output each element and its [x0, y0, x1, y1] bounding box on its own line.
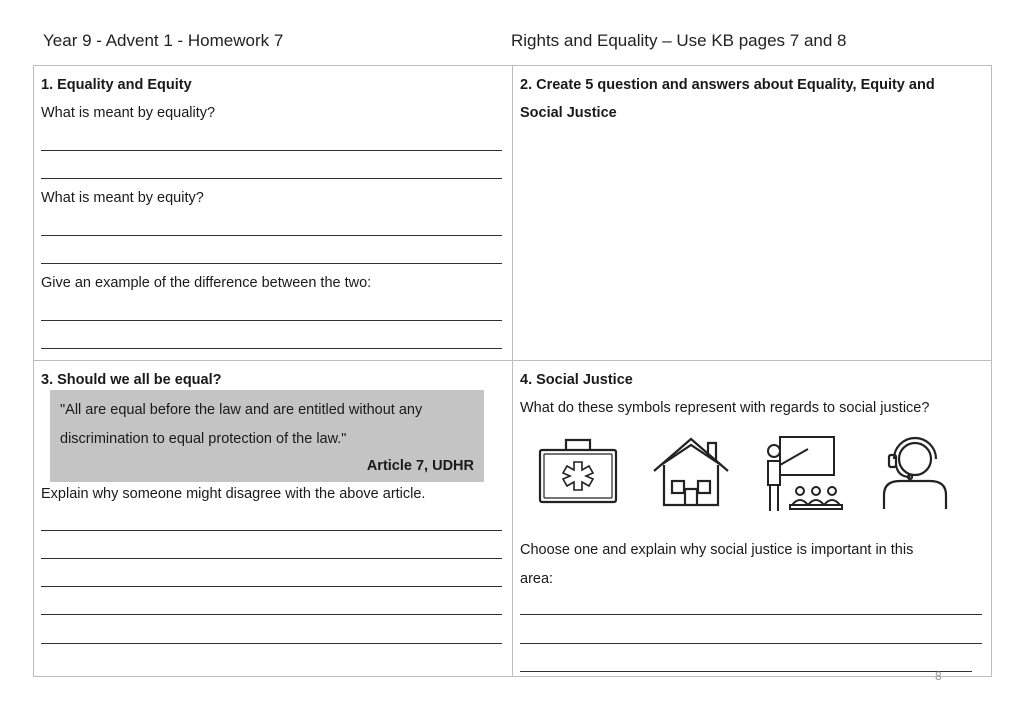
- answer-line[interactable]: [520, 671, 972, 672]
- worksheet-title: Year 9 - Advent 1 - Homework 7: [43, 31, 284, 50]
- topic-title: Rights and Equality – Use KB pages 7 and 8: [511, 31, 847, 50]
- answer-line[interactable]: [41, 643, 502, 644]
- answer-line[interactable]: [520, 643, 982, 644]
- teacher-classroom-icon: [764, 435, 854, 515]
- q1-prompt-difference: Give an example of the difference between the two:: [41, 275, 372, 291]
- q3-title: 3. Should we all be equal?: [41, 372, 222, 388]
- quote-citation: Article 7, UDHR: [366, 458, 474, 474]
- row-divider: [34, 360, 991, 361]
- page-number: 8: [935, 669, 942, 683]
- column-divider: [512, 66, 513, 676]
- answer-line[interactable]: [520, 614, 982, 615]
- q4-title: 4. Social Justice: [520, 372, 633, 388]
- answer-line[interactable]: [41, 235, 502, 236]
- answer-line[interactable]: [41, 150, 502, 151]
- medical-kit-icon: [538, 436, 618, 504]
- q3-prompt: Explain why someone might disagree with the above article.: [41, 486, 426, 502]
- answer-line[interactable]: [41, 263, 502, 264]
- quote-line1: "All are equal before the law and are entitled without any: [60, 402, 423, 418]
- q4-explain-line1: Choose one and explain why social justice is important in this: [520, 542, 914, 558]
- answer-line[interactable]: [41, 558, 502, 559]
- answer-line[interactable]: [41, 320, 502, 321]
- answer-line[interactable]: [41, 178, 502, 179]
- q1-prompt-equality: What is meant by equality?: [41, 105, 216, 121]
- quote-line2: discrimination to equal protection of the law.": [60, 431, 347, 447]
- q4-prompt: What do these symbols represent with regards to social justice?: [520, 400, 930, 416]
- answer-line[interactable]: [41, 530, 502, 531]
- worksheet-grid: [33, 65, 992, 677]
- q1-title: 1. Equality and Equity: [41, 77, 192, 93]
- udhr-quote-box: [50, 390, 484, 482]
- headset-support-icon: [880, 435, 950, 511]
- q4-explain-line2: area:: [520, 571, 554, 587]
- answer-line[interactable]: [41, 586, 502, 587]
- q2-title-line2: Social Justice: [520, 105, 617, 121]
- answer-line[interactable]: [41, 348, 502, 349]
- q2-title-line1: 2. Create 5 question and answers about Equality, Equity and: [520, 77, 935, 93]
- house-icon: [650, 435, 732, 507]
- answer-line[interactable]: [41, 614, 502, 615]
- q1-prompt-equity: What is meant by equity?: [41, 190, 204, 206]
